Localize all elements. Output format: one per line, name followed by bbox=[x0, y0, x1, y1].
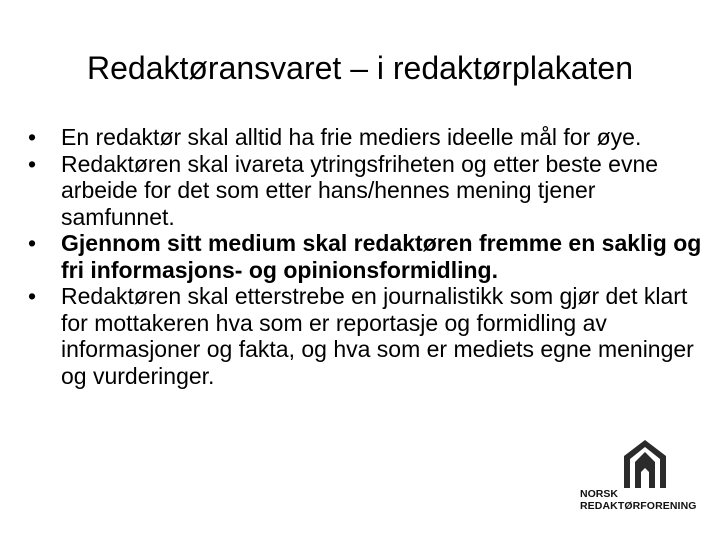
redaktorforening-emblem-icon bbox=[622, 438, 668, 488]
bullet-text: En redaktør skal alltid ha frie mediers ideelle mål for øye. bbox=[61, 124, 642, 150]
bullet-item bbox=[28, 283, 714, 389]
bullet-item bbox=[28, 151, 714, 231]
bullet-text: Gjennom sitt medium skal redaktøren fremme en saklig og fri informasjons- og opinionsformidling. bbox=[61, 230, 702, 283]
bullet-marker: • bbox=[28, 230, 37, 256]
bullet-item bbox=[28, 124, 714, 151]
logo-line-2: REDAKTØRFORENING bbox=[580, 500, 697, 512]
bullet-marker: • bbox=[28, 150, 37, 177]
bullet-item bbox=[28, 230, 714, 283]
bullet-list bbox=[28, 124, 714, 389]
bullet-marker: • bbox=[28, 124, 37, 150]
bullet-text: Redaktøren skal ivareta ytringsfriheten og etter beste evne arbeide for det som etter hans/hennes mening tjener samfunnet. bbox=[61, 150, 659, 230]
bullet-text: Redaktøren skal etterstrebe en journalistikk som gjør det klart for mottakeren hva som er reportasje og formidling av informasjoner og fakta, og hva som er mediets egne meninger og vurderinger. bbox=[61, 283, 694, 389]
bullet-marker: • bbox=[28, 283, 37, 309]
redaktorforening-logo bbox=[580, 438, 710, 516]
slide-title: Redaktøransvaret – i redaktørplakaten bbox=[86, 50, 634, 86]
logo-line-1: NORSK bbox=[580, 488, 618, 500]
